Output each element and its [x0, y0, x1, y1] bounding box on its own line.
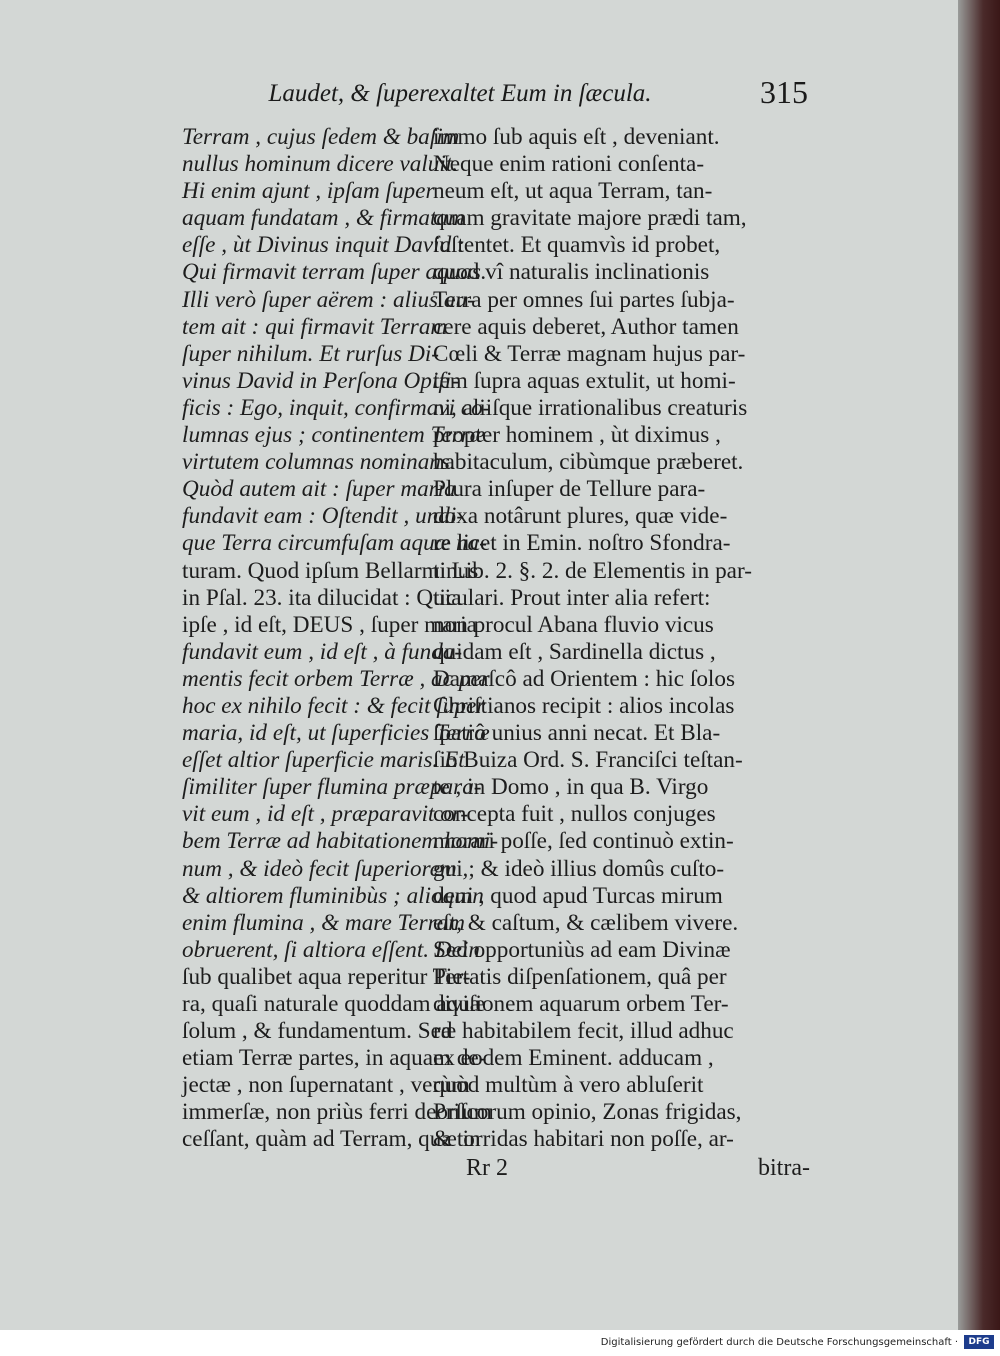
text-line: Sed opportuniùs ad eam Divinæ — [433, 936, 731, 963]
text-line: Quòd autem ait : ſuper maria — [182, 476, 456, 503]
text-line: ræ habitabilem fecit, illud adhuc — [433, 1018, 734, 1045]
text-line: & altiorem fluminibùs ; alioquin — [182, 882, 484, 909]
text-line: re licet in Emin. noſtro Sfondra- — [433, 530, 731, 557]
text-line: Terram , cujus ſedem & baſim — [182, 124, 460, 150]
text-line: nullus hominum dicere valuit. — [182, 151, 459, 178]
text-line: habitaculum, cibùmque præberet. — [433, 449, 744, 476]
text-line: aquam fundatam , & firmatam — [182, 205, 465, 232]
text-line: diviſionem aquarum orbem Ter- — [433, 991, 729, 1017]
catchword: bitra- — [758, 1155, 810, 1181]
text-line: mentis fecit orbem Terræ , ac per — [182, 665, 490, 692]
text-line: in Pſal. 23. ita dilucidat : Quia — [182, 584, 462, 611]
running-head: Laudet, & ſuperexaltet Eum in ſæcula. — [268, 80, 652, 107]
text-line: eſſe , ùt Divinus inquit David : — [182, 232, 465, 259]
text-line: eſſet altior ſuperficie maris. Et — [182, 747, 465, 774]
text-line: fundavit eam : Oſtendit , undi- — [182, 503, 465, 530]
text-line: ſio Buiza Ord. S. Franciſci teſtan- — [433, 747, 743, 774]
text-line: Hi enim ajunt , ipſam ſuper — [182, 178, 435, 205]
text-line: vit eum , id eſt , præparavit or- — [182, 801, 469, 828]
text-line: Neque enim rationi conſenta- — [433, 151, 705, 178]
text-line: propter hominem , ùt diximus , — [433, 422, 721, 449]
text-line: quam gravitate majore prædi tam, — [433, 205, 747, 232]
text-line: ticulari. Prout inter alia refert: — [433, 584, 711, 611]
text-line: ipſe , id eſt, DEUS , ſuper maria — [182, 611, 477, 638]
text-line: vinus David in Perſona Opifi- — [182, 367, 459, 394]
text-line: Cœli & Terræ magnam hujus par- — [433, 340, 746, 367]
right-text-column — [433, 124, 813, 1154]
text-line: ti Lib. 2. §. 2. de Elementis in par- — [433, 557, 752, 584]
text-line: dem , quod apud Turcas mirum — [433, 882, 723, 909]
text-line: morari poſſe, ſed continuò extin- — [433, 828, 734, 855]
text-line: bem Terræ ad habitationem homi- — [182, 828, 499, 855]
text-line: que Terra circumfuſam aquæ na- — [182, 530, 487, 557]
text-line: eſt, & caſtum, & cælibem vivere. — [433, 909, 739, 936]
text-line: cere aquis deberet, Author tamen — [433, 313, 739, 340]
text-line: Chriſtianos recipit : alios incolas — [433, 692, 735, 719]
text-line: Priſcorum opinio, Zonas frigidas, — [433, 1099, 742, 1126]
text-line: & torridas habitari non poſſe, ar- — [433, 1126, 734, 1153]
text-line: ni, aliiſque irrationalibus creaturis — [433, 394, 748, 421]
text-line: jectæ , non ſupernatant , verùm — [182, 1072, 470, 1099]
text-line: num , & ideò fecit ſuperiorem , — [182, 855, 469, 882]
text-line: concepta fuit , nullos conjuges — [433, 801, 716, 828]
text-line: ſimiliter ſuper flumina præpara- — [182, 774, 482, 801]
text-line: immo ſub aquis eſt , deveniant. — [433, 124, 720, 150]
text-line: doxa notârunt plures, quæ vide- — [433, 503, 728, 530]
text-line: ſuſtentet. Et quamvìs id probet, — [433, 232, 721, 259]
text-line: ex eodem Eminent. adducam , — [433, 1045, 714, 1072]
dfg-logo: DFG — [964, 1335, 994, 1349]
signature-mark: Rr 2 — [466, 1155, 508, 1181]
text-line: quòd multùm à vero abluſerit — [433, 1072, 704, 1099]
text-line: maria, id eſt, ut ſuperficies Terræ — [182, 720, 490, 747]
text-line: ſolum , & fundamentum. Sed — [182, 1018, 453, 1045]
text-line: quod vî naturalis inclinationis — [433, 259, 710, 286]
page-number: 315 — [760, 74, 808, 110]
text-line: lumnas ejus ; continentem Terræ — [182, 422, 486, 449]
left-text-column — [182, 124, 499, 1154]
scan-edge-band — [958, 0, 1000, 1330]
text-line: obruerent, ſi altiora eſſent. Dein — [182, 936, 480, 963]
text-line: etiam Terræ partes, in aquam de- — [182, 1045, 487, 1072]
text-line: Qui firmavit terram ſuper aquas. — [182, 259, 487, 286]
text-line: ficis : Ego, inquit, confirmavi co- — [182, 394, 491, 421]
text-line: quidam eſt , Sardinella dictus , — [433, 638, 716, 665]
text-line: ra, quaſi naturale quoddam aquæ — [182, 991, 486, 1017]
text-line: ceſſant, quàm ad Terram, quæ in — [182, 1126, 481, 1153]
text-line: tem ſupra aquas extulit, ut homi- — [433, 367, 736, 394]
text-line: ſpatiô unius anni necat. Et Bla- — [433, 720, 721, 747]
text-line: ſub qualibet aqua reperitur Ter- — [182, 963, 471, 990]
text-line: turam. Quod ipſum Bellarminus — [182, 557, 479, 584]
text-line: non procul Abana fluvio vicus — [433, 611, 714, 638]
text-line: te , in Domo , in qua B. Virgo — [433, 774, 709, 801]
text-line: virtutem columnas nominans. — [182, 449, 456, 476]
text-line: Pietatis diſpenſationem, quâ per — [433, 963, 727, 990]
text-line: fundavit eum , id eſt , à funda- — [182, 638, 463, 665]
text-line: Plura inſuper de Tellure para- — [433, 476, 706, 503]
text-line: enim flumina , & mare Terram — [182, 909, 465, 936]
text-line: Damaſcô ad Orientem : hic ſolos — [433, 665, 735, 692]
text-line: Terra per omnes ſui partes ſubja- — [433, 286, 735, 313]
text-line: Illi verò ſuper aërem : alius au- — [182, 286, 475, 313]
text-line: neum eſt, ut aqua Terram, tan- — [433, 178, 713, 205]
funding-note: Digitalisierung gefördert durch die Deutsche Forschungsgemeinschaft · — [600, 1337, 958, 1348]
text-line: hoc ex nihilo fecit : & fecit ſuper — [182, 692, 486, 719]
text-line: gui ; & ideò illius domûs cuſto- — [433, 855, 725, 882]
text-line: immerſæ, non priùs ferri deorſum — [182, 1099, 492, 1126]
text-line: ſuper nihilum. Et rurſus Di- — [182, 340, 439, 367]
text-line: tem ait : qui firmavit Terram — [182, 313, 448, 340]
